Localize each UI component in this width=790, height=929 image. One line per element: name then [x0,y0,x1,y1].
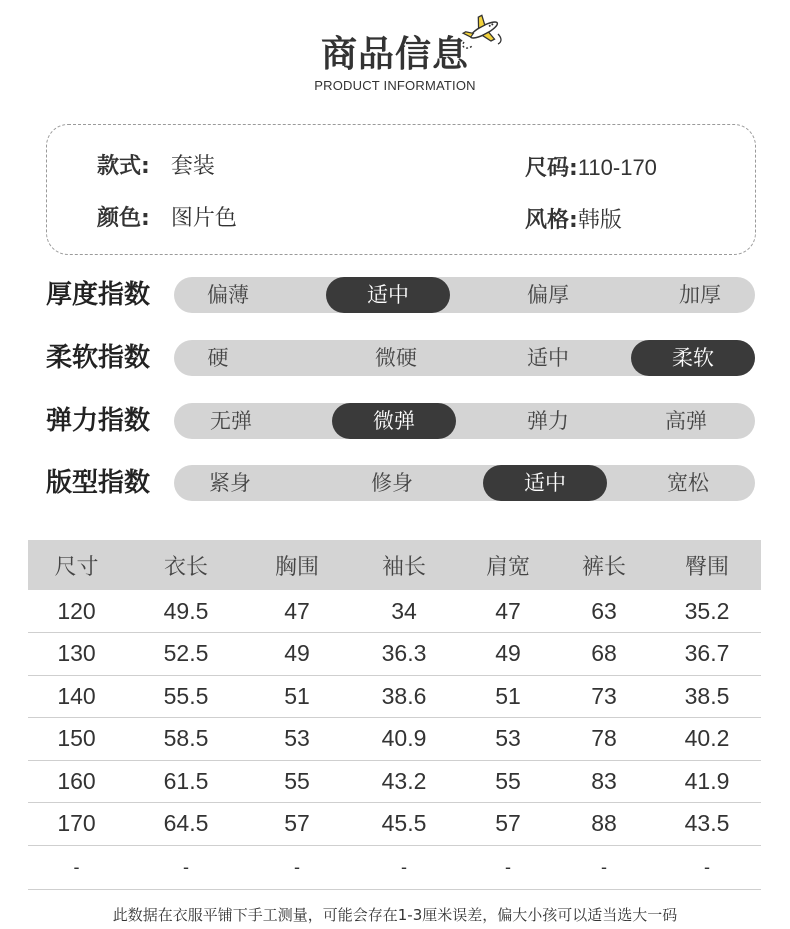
index-option: 加厚 [679,283,721,307]
index-option: 硬 [207,346,229,370]
table-cell: - [555,845,653,889]
index-option: 宽松 [667,471,709,495]
table-cell: 40.2 [653,718,761,761]
table-cell: 120 [28,590,125,633]
color-label: 颜色: [97,206,150,231]
table-cell: 61.5 [125,760,247,803]
page-title: 商品信息 [320,34,469,75]
table-cell: 55.5 [125,675,247,718]
elasticity-index [0,403,790,443]
table-cell: 140 [28,675,125,718]
table-cell: 68 [555,633,653,676]
airplane-icon [458,12,506,52]
column-header: 臀围 [653,540,761,590]
table-cell: 43.2 [347,760,461,803]
table-cell: 73 [555,675,653,718]
table-cell: 36.3 [347,633,461,676]
table-row [28,760,761,803]
thickness-index [0,277,790,317]
table-cell: 63 [555,590,653,633]
table-cell: 57 [247,803,347,846]
table-cell: - [653,845,761,889]
table-row [28,590,761,633]
size-label: 尺码: [525,156,578,181]
index-track [174,340,755,376]
table-cell: 52.5 [125,633,247,676]
index-option-selected: 柔软 [631,340,755,376]
page-header [0,0,790,110]
index-label: 柔软指数 [46,343,151,373]
index-option: 紧身 [209,471,251,495]
table-cell: 55 [461,760,555,803]
page-subtitle: PRODUCT INFORMATION [314,78,476,93]
column-header: 尺寸 [28,540,125,590]
index-option: 弹力 [527,409,569,433]
table-row [28,633,761,676]
column-header: 袖长 [347,540,461,590]
size-field [525,151,657,182]
fashion-field [525,203,622,234]
table-cell: 55 [247,760,347,803]
table-row [28,675,761,718]
table-cell: 51 [461,675,555,718]
table-row [28,718,761,761]
table-cell: 45.5 [347,803,461,846]
table-cell: 35.2 [653,590,761,633]
table-cell: 78 [555,718,653,761]
table-cell: 130 [28,633,125,676]
color-value: 图片色 [170,206,237,231]
fashion-value: 韩版 [577,208,622,233]
table-cell: - [347,845,461,889]
index-option-selected: 适中 [326,277,450,313]
table-cell: 64.5 [125,803,247,846]
table-cell: - [125,845,247,889]
table-cell: 38.5 [653,675,761,718]
index-option: 适中 [527,346,569,370]
table-row [28,803,761,846]
table-cell: 49 [247,633,347,676]
column-header: 肩宽 [461,540,555,590]
table-cell: 43.5 [653,803,761,846]
column-header: 裤长 [555,540,653,590]
size-value: 110-170 [577,155,657,180]
style-label: 款式: [97,154,150,179]
table-cell: 49.5 [125,590,247,633]
table-cell: - [28,845,125,889]
index-option: 偏厚 [527,283,569,307]
table-cell: - [247,845,347,889]
index-label: 弹力指数 [46,406,151,436]
table-cell: 53 [247,718,347,761]
style-field [97,149,215,180]
index-label: 版型指数 [46,468,151,498]
table-row [28,845,761,889]
product-info-box [46,124,756,255]
index-option-selected: 微弹 [332,403,456,439]
index-track [174,277,755,313]
table-cell: 40.9 [347,718,461,761]
index-label: 厚度指数 [46,280,151,310]
table-header-row [28,540,761,590]
table-cell: 38.6 [347,675,461,718]
fashion-label: 风格: [525,208,578,233]
index-track [174,465,755,501]
style-value: 套装 [170,154,215,179]
index-option: 高弹 [665,409,707,433]
table-cell: 36.7 [653,633,761,676]
table-cell: - [461,845,555,889]
table-cell: 58.5 [125,718,247,761]
table-cell: 57 [461,803,555,846]
table-cell: 83 [555,760,653,803]
measurement-note: 此数据在衣服平铺下手工测量，可能会存在1-3厘米误差，偏大小孩可以适当选大一码 [112,906,678,924]
table-cell: 41.9 [653,760,761,803]
table-cell: 34 [347,590,461,633]
table-cell: 160 [28,760,125,803]
table-cell: 47 [461,590,555,633]
column-header: 胸围 [247,540,347,590]
table-cell: 170 [28,803,125,846]
table-cell: 49 [461,633,555,676]
size-chart-table [28,540,761,890]
column-header: 衣长 [125,540,247,590]
table-cell: 88 [555,803,653,846]
table-cell: 47 [247,590,347,633]
index-option-selected: 适中 [483,465,607,501]
table-cell: 51 [247,675,347,718]
index-option: 无弹 [210,409,252,433]
color-field [97,201,237,232]
table-cell: 53 [461,718,555,761]
index-option: 偏薄 [207,283,249,307]
index-track [174,403,755,439]
index-option: 修身 [371,471,413,495]
fit-index [0,465,790,505]
index-option: 微硬 [375,346,417,370]
softness-index [0,340,790,380]
table-cell: 150 [28,718,125,761]
